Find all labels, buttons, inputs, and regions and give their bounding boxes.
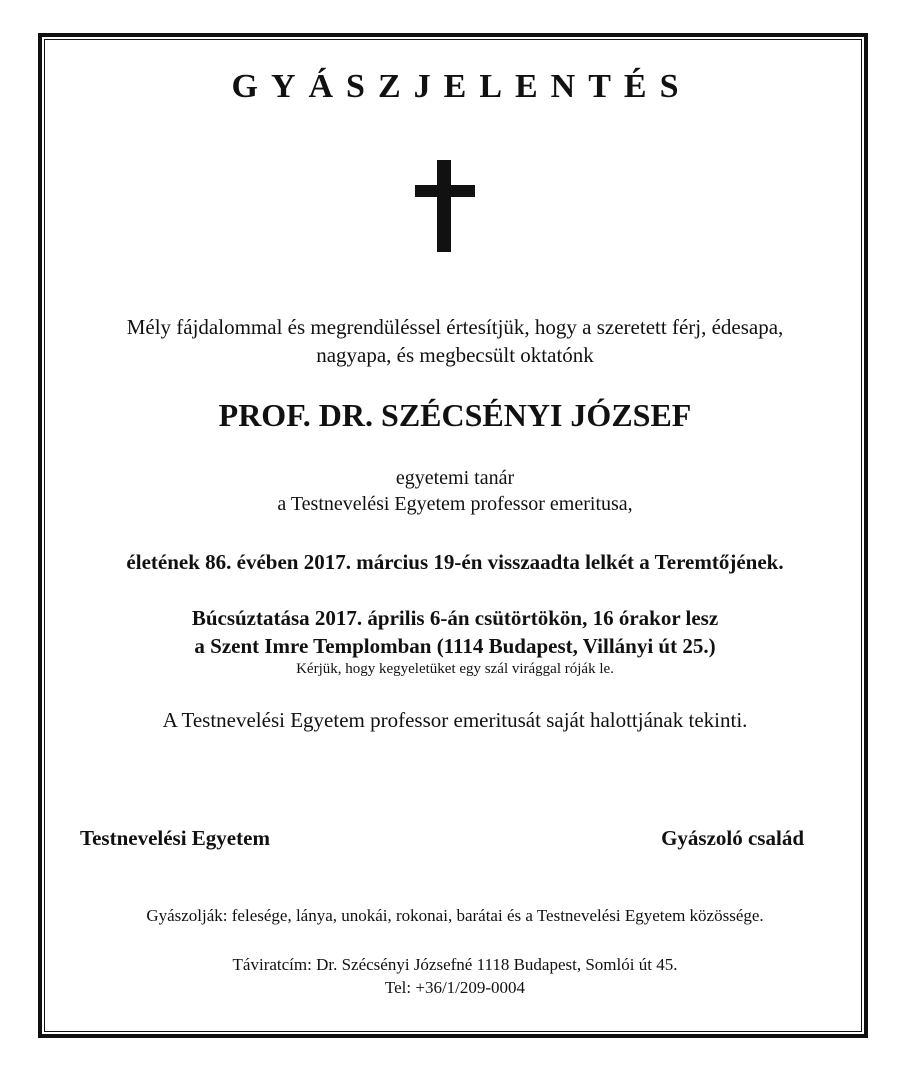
signature-university: Testnevelési Egyetem — [80, 826, 270, 850]
funeral-note: Kérjük, hogy kegyeletüket egy szál virággal róják le. — [296, 661, 614, 677]
notice-title: GYÁSZJELENTÉS — [231, 68, 692, 105]
cross-vertical-bar — [437, 160, 451, 252]
signature-family: Gyászoló család — [661, 826, 804, 850]
intro-line-2: nagyapa, és megbecsült oktatónk — [316, 343, 594, 367]
funeral-line-2: a Szent Imre Templomban (1114 Budapest, Villányi út 25.) — [194, 634, 716, 658]
honor-statement: A Testnevelési Egyetem professor emeritusát saját halottjának tekinti. — [162, 708, 748, 732]
contact-phone: Tel: +36/1/209-0004 — [384, 978, 526, 997]
role-line-1: egyetemi tanár — [395, 467, 515, 489]
cross-icon — [415, 160, 475, 252]
contact-address: Táviratcím: Dr. Szécsényi Józsefné 1118 Budapest, Somlói út 45. — [232, 955, 678, 974]
death-notice: életének 86. évében 2017. március 19-én visszaadta lelkét a Teremtőjének. — [126, 550, 784, 574]
funeral-line-1: Búcsúztatása 2017. április 6-án csütörtökön, 16 órakor lesz — [191, 606, 719, 630]
cross-horizontal-bar — [415, 185, 475, 197]
mourners-line: Gyászolják: felesége, lánya, unokái, rokonai, barátai és a Testnevelési Egyetem közössége. — [146, 906, 764, 925]
deceased-name: PROF. DR. SZÉCSÉNYI JÓZSEF — [218, 397, 692, 433]
intro-line-1: Mély fájdalommal és megrendüléssel értesítjük, hogy a szeretett férj, édesapa, — [126, 315, 784, 339]
role-line-2: a Testnevelési Egyetem professor emeritusa, — [277, 493, 633, 515]
